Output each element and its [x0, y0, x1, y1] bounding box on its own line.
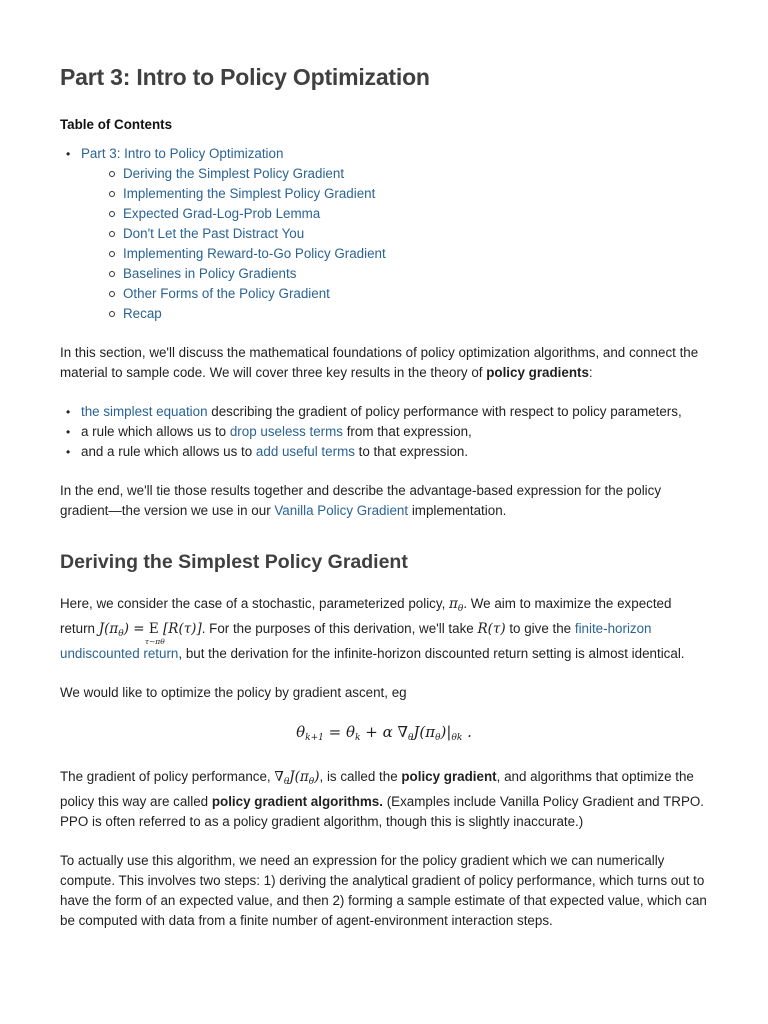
list-text: describing the gradient of policy performance with respect to policy parameters,: [207, 404, 682, 419]
toc-link[interactable]: Other Forms of the Policy Gradient: [123, 286, 330, 301]
toc-link[interactable]: Expected Grad-Log-Prob Lemma: [123, 206, 321, 221]
section-paragraph-2: We would like to optimize the policy by gradient ascent, eg: [60, 685, 407, 700]
toc-item: [81, 164, 708, 184]
body-text: , but the derivation for the infinite-horizon discounted return setting is almost identical.: [178, 646, 685, 661]
toc-link[interactable]: Implementing the Simplest Policy Gradient: [123, 186, 376, 201]
intro-paragraph-2: [60, 481, 708, 521]
toc-item: [81, 264, 708, 284]
intro-text: In this section, we'll discuss the mathematical foundations of policy optimization algorithms, and connect the material to sample code. We will cover three key results in the theory of: [60, 345, 699, 380]
toc-item: [81, 244, 708, 264]
toc-link[interactable]: Recap: [123, 306, 162, 321]
toc-item: [81, 224, 708, 244]
math-symbol: ) =: [123, 621, 149, 637]
math-symbol: J(π: [413, 723, 436, 741]
punct: :: [588, 365, 593, 380]
math-subscript: θ: [160, 637, 165, 646]
intro-text: In the end, we'll tie those results together and describe the advantage-based expression for the policy gradient—the version we use in our: [60, 483, 662, 518]
math-expectation: [144, 619, 165, 646]
math-subscript: θ: [308, 777, 315, 787]
vanilla-policy-gradient-link[interactable]: Vanilla Policy Gradient: [274, 503, 409, 518]
toc-link[interactable]: Baselines in Policy Gradients: [123, 266, 297, 281]
math-symbol: J(π: [98, 621, 119, 637]
math-underset: [145, 632, 165, 652]
page-title: Part 3: Intro to Policy Optimization: [60, 64, 430, 90]
math-subscript: θ: [283, 777, 290, 787]
body-text: , and algorithms that optimize the policy this way are called: [60, 769, 694, 809]
toc-link[interactable]: Don't Let the Past Distract You: [123, 226, 305, 241]
math-symbol: [R(τ)]: [163, 621, 202, 637]
toc-item: [81, 284, 708, 304]
math-subscript: [451, 733, 462, 743]
bold-term: policy gradient: [401, 769, 497, 784]
section-paragraph-4: To actually use this algorithm, we need an expression for the policy gradient which we can numerically compute. This involves two steps: 1) deriving the analytical gradient of policy performance, which turns out to have the form of an expected value, and then 2) forming a sample estimate of that expected value, which can be computed with data from a finite number of agent-environment interaction steps.: [60, 853, 707, 928]
list-item: [60, 402, 708, 422]
list-text: to that expression.: [354, 444, 469, 459]
bold-term: policy gradients: [486, 365, 589, 380]
table-of-contents: [60, 144, 708, 324]
toc-link[interactable]: Deriving the Simplest Policy Gradient: [123, 166, 345, 181]
math-subscript: θ: [407, 733, 414, 743]
list-item: [60, 422, 708, 442]
math-symbol: π: [449, 596, 458, 612]
bold-term: policy gradient algorithms.: [211, 794, 383, 809]
section-paragraph-3: [60, 767, 708, 832]
math-subscript: k+1: [305, 733, 324, 743]
body-text: The gradient of policy performance,: [60, 769, 275, 784]
toc-item: [81, 204, 708, 224]
section-heading: Deriving the Simplest Policy Gradient: [60, 551, 408, 573]
gradient-ascent-equation: [60, 722, 708, 748]
toc-item: [81, 304, 708, 324]
math-expected-return: [98, 621, 202, 646]
body-text: . For the purposes of this derivation, we'll take: [201, 621, 478, 636]
math-subscript: θ: [118, 629, 124, 639]
finite-horizon-link[interactable]: finite-horizon undiscounted return: [60, 621, 652, 661]
math-symbol: τ∼π: [144, 637, 161, 646]
equation-body: [296, 723, 472, 741]
math-symbol: θ: [296, 723, 306, 741]
toc-item-top: [60, 144, 708, 324]
math-symbol: k: [456, 733, 463, 743]
list-text: and a rule which allows us to: [81, 444, 256, 459]
toc-link-part3[interactable]: Part 3: Intro to Policy Optimization: [81, 146, 284, 161]
math-subscript: θ: [457, 604, 464, 614]
body-text: . We aim to maximize the expected return: [60, 596, 672, 636]
intro-text: implementation.: [408, 503, 507, 518]
math-symbol: + α ∇: [360, 723, 408, 741]
toc-item: [81, 184, 708, 204]
list-text: from that expression,: [342, 424, 472, 439]
body-text: (Examples include Vanilla Policy Gradient and TRPO. PPO is often referred to as a policy gradient algorithm, though this is slightly inaccurate.): [60, 794, 705, 829]
math-symbol: = θ: [323, 723, 356, 741]
body-text: to give the: [505, 621, 575, 636]
toc-sublist: [81, 164, 708, 324]
math-subscript: θ: [435, 733, 441, 743]
body-text: Here, we consider the case of a stochastic, parameterized policy,: [60, 596, 450, 611]
document-page: [60, 0, 708, 931]
math-symbol: E: [148, 621, 159, 637]
math-policy-gradient: [274, 769, 319, 785]
math-symbol: θ: [451, 733, 457, 743]
body-text: , is called the: [319, 769, 402, 784]
toc-heading: Table of Contents: [60, 117, 173, 132]
toc-link[interactable]: Implementing Reward-to-Go Policy Gradient: [123, 246, 386, 261]
math-return: R(τ): [477, 621, 506, 637]
math-symbol: .: [462, 723, 472, 741]
section-paragraph-1: [60, 594, 708, 664]
drop-useless-terms-link[interactable]: drop useless terms: [229, 424, 343, 439]
key-results-list: [60, 402, 708, 462]
simplest-equation-link[interactable]: the simplest equation: [81, 404, 208, 419]
math-symbol: ∇: [274, 769, 284, 785]
math-symbol: J(π: [289, 769, 309, 785]
math-symbol: ): [314, 769, 320, 785]
math-pi-theta: [449, 596, 463, 612]
list-item: [60, 442, 708, 462]
intro-paragraph: [60, 343, 708, 383]
math-subscript: k: [355, 733, 361, 743]
add-useful-terms-link[interactable]: add useful terms: [255, 444, 355, 459]
math-symbol: )|: [440, 723, 452, 741]
list-text: a rule which allows us to: [81, 424, 230, 439]
